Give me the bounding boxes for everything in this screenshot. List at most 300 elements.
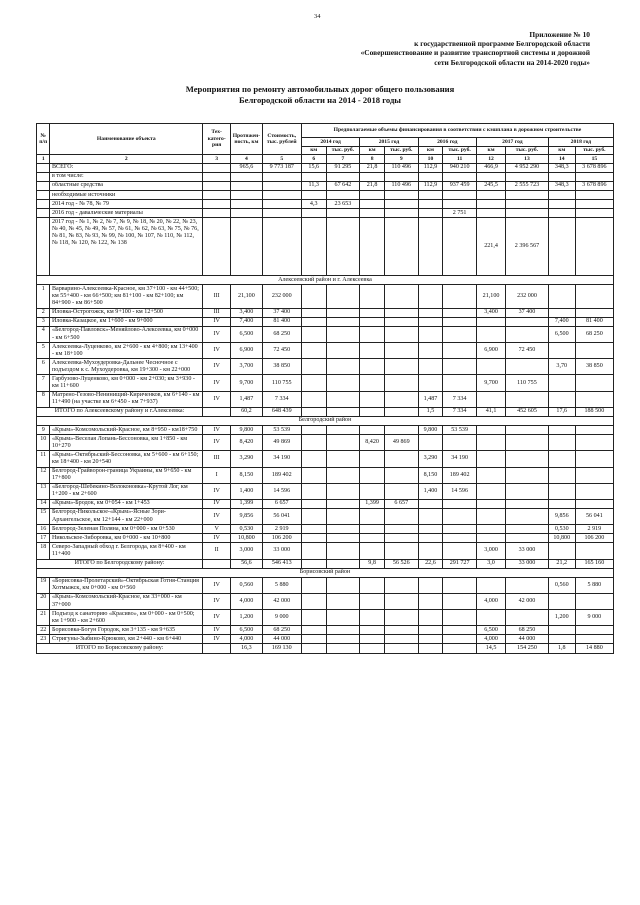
object-name-cell: в том числе: <box>50 172 203 181</box>
value-cell <box>506 525 549 534</box>
value-cell <box>301 593 326 609</box>
value-cell <box>418 577 443 593</box>
value-cell <box>360 308 385 317</box>
value-cell <box>476 577 505 593</box>
value-cell: 2 919 <box>575 525 613 534</box>
value-cell <box>575 375 613 391</box>
table-row <box>37 375 614 391</box>
value-cell <box>443 172 477 181</box>
value-cell: 15,6 <box>301 163 326 172</box>
value-cell: 68 250 <box>506 626 549 635</box>
value-cell <box>575 426 613 435</box>
value-cell: 3 678 896 <box>575 163 613 172</box>
value-cell <box>203 181 231 190</box>
value-cell <box>262 191 301 200</box>
value-cell <box>301 172 326 181</box>
value-cell <box>301 359 326 375</box>
value-cell <box>262 200 301 209</box>
value-cell <box>301 308 326 317</box>
value-cell <box>476 391 505 407</box>
table-row <box>37 467 614 483</box>
value-cell: 0,560 <box>548 577 575 593</box>
table-row <box>37 317 614 326</box>
row-number-cell: 10 <box>37 435 50 451</box>
section-row <box>37 568 614 577</box>
value-cell <box>418 525 443 534</box>
value-cell <box>301 426 326 435</box>
value-cell <box>360 200 385 209</box>
value-cell <box>443 435 477 451</box>
value-cell <box>301 317 326 326</box>
column-number-cell: 8 <box>360 155 385 164</box>
row-number-cell <box>37 172 50 181</box>
value-cell: 940 210 <box>443 163 477 172</box>
value-cell <box>326 209 360 218</box>
column-number-cell: 15 <box>575 155 613 164</box>
row-number-cell: 17 <box>37 534 50 543</box>
object-name-cell: ВСЕГО: <box>50 163 203 172</box>
object-name-cell: Гарбузово-Луценково, км 0+000 - км 2+030; км 3+930 - км 11+600 <box>50 375 203 391</box>
value-cell <box>443 285 477 308</box>
value-cell <box>301 451 326 467</box>
value-cell <box>443 635 477 644</box>
value-cell <box>384 317 418 326</box>
value-cell <box>548 200 575 209</box>
value-cell: 23 653 <box>326 200 360 209</box>
table-row <box>37 326 614 342</box>
value-cell <box>301 467 326 483</box>
total-cell: 60,2 <box>231 407 262 416</box>
value-cell <box>301 326 326 342</box>
table-row <box>37 543 614 559</box>
value-cell <box>476 483 505 499</box>
value-cell <box>360 209 385 218</box>
value-cell <box>548 499 575 508</box>
unit-rub-cell: тыс. руб. <box>326 146 360 155</box>
table-row <box>37 577 614 593</box>
value-cell <box>384 467 418 483</box>
header-year: 2016 год <box>418 138 476 147</box>
total-cell <box>203 644 231 653</box>
value-cell <box>418 635 443 644</box>
appendix-line: «Совершенствование и развитие транспортной системы и дорожной <box>360 48 590 58</box>
unit-km-cell: км <box>301 146 326 155</box>
value-cell <box>548 635 575 644</box>
object-name-cell: Матрено-Гезово-Ненинищий-Кириченков, км 6+140 - км 11+490 (на участке км 6+450 - км 7+937) <box>50 391 203 407</box>
value-cell <box>476 326 505 342</box>
value-cell: 68 250 <box>575 326 613 342</box>
value-cell: 38 850 <box>575 359 613 375</box>
value-cell <box>262 218 301 276</box>
total-cell: 165 160 <box>575 559 613 568</box>
value-cell <box>326 391 360 407</box>
title-line: Мероприятия по ремонту автомобильных дорог общего пользования <box>185 84 455 94</box>
table-row <box>37 426 614 435</box>
value-cell: IV <box>203 375 231 391</box>
value-cell <box>548 343 575 359</box>
unit-km-cell: км <box>418 146 443 155</box>
value-cell <box>301 635 326 644</box>
value-cell <box>326 343 360 359</box>
value-cell <box>301 508 326 524</box>
value-cell <box>476 359 505 375</box>
appendix-line: к государственной программе Белгородской области <box>414 39 590 49</box>
value-cell <box>476 508 505 524</box>
value-cell <box>384 426 418 435</box>
value-cell <box>326 635 360 644</box>
table-row <box>37 181 614 190</box>
value-cell: 33 000 <box>262 543 301 559</box>
row-number-cell: 6 <box>37 359 50 375</box>
value-cell <box>548 435 575 451</box>
value-cell <box>418 610 443 626</box>
section-title: Борисовский район <box>37 568 614 577</box>
value-cell <box>418 191 443 200</box>
value-cell: 8,150 <box>231 467 262 483</box>
value-cell: 10,800 <box>231 534 262 543</box>
row-number-cell: 11 <box>37 451 50 467</box>
value-cell <box>443 343 477 359</box>
total-cell: 291 727 <box>443 559 477 568</box>
value-cell <box>326 218 360 276</box>
total-cell: 41,1 <box>476 407 505 416</box>
row-number-cell <box>37 163 50 172</box>
value-cell: 8,420 <box>360 435 385 451</box>
total-cell: 22,6 <box>418 559 443 568</box>
row-number-cell: 9 <box>37 426 50 435</box>
row-number-cell: 12 <box>37 467 50 483</box>
object-name-cell: «Белгород-Шебекино-Волоконовка»-Крутой Лог, км 1+200 - км 2+600 <box>50 483 203 499</box>
object-name-cell: Белгород-Грайворон-граница Украины, км 9+650 - км 17+800 <box>50 467 203 483</box>
value-cell: 3,400 <box>476 308 505 317</box>
value-cell <box>326 285 360 308</box>
value-cell: 232 000 <box>262 285 301 308</box>
value-cell: 245,5 <box>476 181 505 190</box>
value-cell <box>443 534 477 543</box>
value-cell <box>548 375 575 391</box>
value-cell <box>326 577 360 593</box>
value-cell <box>384 451 418 467</box>
value-cell <box>231 218 262 276</box>
value-cell <box>326 375 360 391</box>
value-cell: IV <box>203 508 231 524</box>
value-cell <box>548 467 575 483</box>
value-cell: 37 400 <box>262 308 301 317</box>
value-cell <box>384 218 418 276</box>
value-cell: 4,000 <box>476 593 505 609</box>
value-cell <box>548 209 575 218</box>
value-cell <box>418 285 443 308</box>
value-cell: 56 041 <box>262 508 301 524</box>
object-name-cell: Никольское-Зиборовка, км 0+000 - км 10+800 <box>50 534 203 543</box>
row-number-cell: 15 <box>37 508 50 524</box>
value-cell <box>506 191 549 200</box>
value-cell: 9,800 <box>231 426 262 435</box>
table-row <box>37 359 614 375</box>
row-number-cell <box>37 181 50 190</box>
section-row <box>37 416 614 425</box>
value-cell: IV <box>203 426 231 435</box>
total-cell <box>384 644 418 653</box>
value-cell <box>575 172 613 181</box>
value-cell <box>203 172 231 181</box>
value-cell <box>326 508 360 524</box>
value-cell: 2 555 723 <box>506 181 549 190</box>
value-cell: 0,530 <box>548 525 575 534</box>
value-cell <box>326 534 360 543</box>
total-cell <box>326 559 360 568</box>
value-cell <box>384 308 418 317</box>
value-cell: IV <box>203 593 231 609</box>
value-cell: 466,9 <box>476 163 505 172</box>
document-title <box>100 84 540 106</box>
value-cell <box>443 593 477 609</box>
row-number-cell: 21 <box>37 610 50 626</box>
value-cell: IV <box>203 626 231 635</box>
value-cell <box>506 391 549 407</box>
row-number-cell: 8 <box>37 391 50 407</box>
value-cell: 7 334 <box>443 391 477 407</box>
value-cell <box>575 593 613 609</box>
object-name-cell: Иловка-Острогожск, км 9+100 - км 12+500 <box>50 308 203 317</box>
value-cell <box>443 326 477 342</box>
row-number-cell: 5 <box>37 343 50 359</box>
value-cell <box>506 499 549 508</box>
unit-km-cell: км <box>548 146 575 155</box>
value-cell <box>326 308 360 317</box>
section-title: Алексеевский район и г. Алексеевка <box>37 276 614 285</box>
column-number-cell: 4 <box>231 155 262 164</box>
value-cell <box>476 191 505 200</box>
column-number-cell: 9 <box>384 155 418 164</box>
value-cell <box>360 577 385 593</box>
value-cell <box>326 593 360 609</box>
value-cell <box>326 426 360 435</box>
value-cell <box>384 610 418 626</box>
value-cell: 937 459 <box>443 181 477 190</box>
value-cell: 110 755 <box>262 375 301 391</box>
value-cell: 112,9 <box>418 181 443 190</box>
value-cell <box>360 218 385 276</box>
value-cell: 7,400 <box>548 317 575 326</box>
total-cell: 154 250 <box>506 644 549 653</box>
value-cell <box>575 391 613 407</box>
total-cell <box>203 407 231 416</box>
value-cell <box>326 499 360 508</box>
object-name-cell: «Крым»-Веселая Лопань-Бессоновка, км 1+850 - км 10+270 <box>50 435 203 451</box>
value-cell: 6,500 <box>231 326 262 342</box>
column-number-cell: 14 <box>548 155 575 164</box>
value-cell <box>443 200 477 209</box>
value-cell <box>506 610 549 626</box>
value-cell <box>443 375 477 391</box>
value-cell: 9,700 <box>476 375 505 391</box>
value-cell: 189 402 <box>262 467 301 483</box>
value-cell: III <box>203 451 231 467</box>
value-cell: 53 539 <box>443 426 477 435</box>
table-body <box>37 163 614 653</box>
table-row <box>37 483 614 499</box>
header-financing: Предполагаемые объемы финансирования в соответствии с кэшплана в дорожном строительстве <box>301 124 613 138</box>
value-cell <box>326 451 360 467</box>
header-length: Протяжен-ность, км <box>231 124 262 155</box>
value-cell <box>443 359 477 375</box>
value-cell <box>506 467 549 483</box>
value-cell <box>418 626 443 635</box>
value-cell: 348,3 <box>548 181 575 190</box>
table-row <box>37 451 614 467</box>
header-cost: Стоимость, тыс. рублей <box>262 124 301 155</box>
total-cell <box>301 559 326 568</box>
column-number-cell: 13 <box>506 155 549 164</box>
value-cell <box>506 435 549 451</box>
row-number-cell <box>37 191 50 200</box>
value-cell <box>575 483 613 499</box>
total-cell <box>203 559 231 568</box>
value-cell: 53 539 <box>262 426 301 435</box>
value-cell <box>360 172 385 181</box>
value-cell <box>443 543 477 559</box>
value-cell <box>301 191 326 200</box>
value-cell <box>548 191 575 200</box>
row-number-cell: 19 <box>37 577 50 593</box>
value-cell <box>548 483 575 499</box>
value-cell <box>384 285 418 308</box>
table-row <box>37 172 614 181</box>
value-cell <box>203 209 231 218</box>
value-cell <box>506 508 549 524</box>
total-cell: 21,2 <box>548 559 575 568</box>
section-row <box>37 276 614 285</box>
value-cell <box>548 626 575 635</box>
value-cell: IV <box>203 359 231 375</box>
value-cell: 49 869 <box>384 435 418 451</box>
value-cell <box>360 467 385 483</box>
value-cell <box>548 593 575 609</box>
header-year: 2015 год <box>360 138 418 147</box>
value-cell <box>384 525 418 534</box>
value-cell: 68 250 <box>262 626 301 635</box>
value-cell: 44 000 <box>262 635 301 644</box>
value-cell <box>418 543 443 559</box>
value-cell <box>301 483 326 499</box>
value-cell: 9,856 <box>548 508 575 524</box>
value-cell: 10,800 <box>548 534 575 543</box>
value-cell: 3,290 <box>231 451 262 467</box>
value-cell <box>384 209 418 218</box>
value-cell: 68 250 <box>262 326 301 342</box>
value-cell <box>360 375 385 391</box>
value-cell: 6,900 <box>231 343 262 359</box>
value-cell <box>301 375 326 391</box>
value-cell: II <box>203 543 231 559</box>
value-cell: 3,000 <box>476 543 505 559</box>
value-cell: IV <box>203 635 231 644</box>
value-cell <box>506 359 549 375</box>
value-cell <box>301 209 326 218</box>
value-cell: 1,399 <box>360 499 385 508</box>
value-cell <box>326 326 360 342</box>
value-cell <box>418 499 443 508</box>
value-cell <box>326 626 360 635</box>
value-cell: 110 496 <box>384 163 418 172</box>
total-cell: 14 880 <box>575 644 613 653</box>
value-cell <box>301 610 326 626</box>
appendix-line: сети Белгородской области на 2014-2020 годы» <box>434 57 590 67</box>
value-cell: 37 400 <box>506 308 549 317</box>
appendix-line: Приложение № 10 <box>529 30 590 39</box>
value-cell: 110 755 <box>506 375 549 391</box>
value-cell <box>326 359 360 375</box>
table-row <box>37 499 614 508</box>
value-cell: 1,200 <box>548 610 575 626</box>
total-cell: 452 605 <box>506 407 549 416</box>
table-row <box>37 593 614 609</box>
object-name-cell: Стригуны-Зыбино-Крюково, км 2+440 - км 6+440 <box>50 635 203 644</box>
table-row <box>37 525 614 534</box>
value-cell <box>575 285 613 308</box>
value-cell <box>575 635 613 644</box>
value-cell: 7,400 <box>231 317 262 326</box>
unit-km-cell: км <box>360 146 385 155</box>
value-cell: V <box>203 525 231 534</box>
value-cell <box>443 577 477 593</box>
total-cell <box>384 407 418 416</box>
total-cell: 188 500 <box>575 407 613 416</box>
table-row <box>37 285 614 308</box>
value-cell <box>360 593 385 609</box>
table-row <box>37 343 614 359</box>
value-cell <box>326 525 360 534</box>
value-cell: 72 450 <box>506 343 549 359</box>
value-cell <box>506 451 549 467</box>
value-cell <box>360 191 385 200</box>
total-label: ИТОГО по Борисовскому району: <box>37 644 203 653</box>
row-number-cell <box>37 218 50 276</box>
value-cell <box>384 577 418 593</box>
value-cell <box>575 451 613 467</box>
value-cell <box>506 172 549 181</box>
object-name-cell: Алексеевка-Мухоудеровка-Дальнее Чесночное с подъездом к с. Мухоудеровка, км 19+300 - км 22+000 <box>50 359 203 375</box>
total-cell <box>326 644 360 653</box>
value-cell: 9 000 <box>575 610 613 626</box>
total-cell: 169 130 <box>262 644 301 653</box>
value-cell: 3,290 <box>418 451 443 467</box>
value-cell <box>301 543 326 559</box>
value-cell: 9 000 <box>262 610 301 626</box>
object-name-cell: Белгород-Никольское-«Крым»-Ясные Зори-Архангельское, км 12+144 - км 22+000 <box>50 508 203 524</box>
value-cell <box>360 483 385 499</box>
road-repair-table <box>36 123 614 654</box>
value-cell <box>384 593 418 609</box>
value-cell: 14 596 <box>443 483 477 499</box>
header-no: № п/п <box>37 124 50 155</box>
object-name-cell: областные средства <box>50 181 203 190</box>
row-number-cell: 16 <box>37 525 50 534</box>
value-cell <box>476 317 505 326</box>
value-cell: 9,856 <box>231 508 262 524</box>
table-row <box>37 191 614 200</box>
column-number-cell: 11 <box>443 155 477 164</box>
table-row <box>37 508 614 524</box>
unit-rub-cell: тыс. руб. <box>443 146 477 155</box>
column-numbers-row <box>37 155 614 164</box>
value-cell <box>575 626 613 635</box>
value-cell: 1,487 <box>231 391 262 407</box>
value-cell <box>418 508 443 524</box>
value-cell: 14 596 <box>262 483 301 499</box>
value-cell <box>575 467 613 483</box>
